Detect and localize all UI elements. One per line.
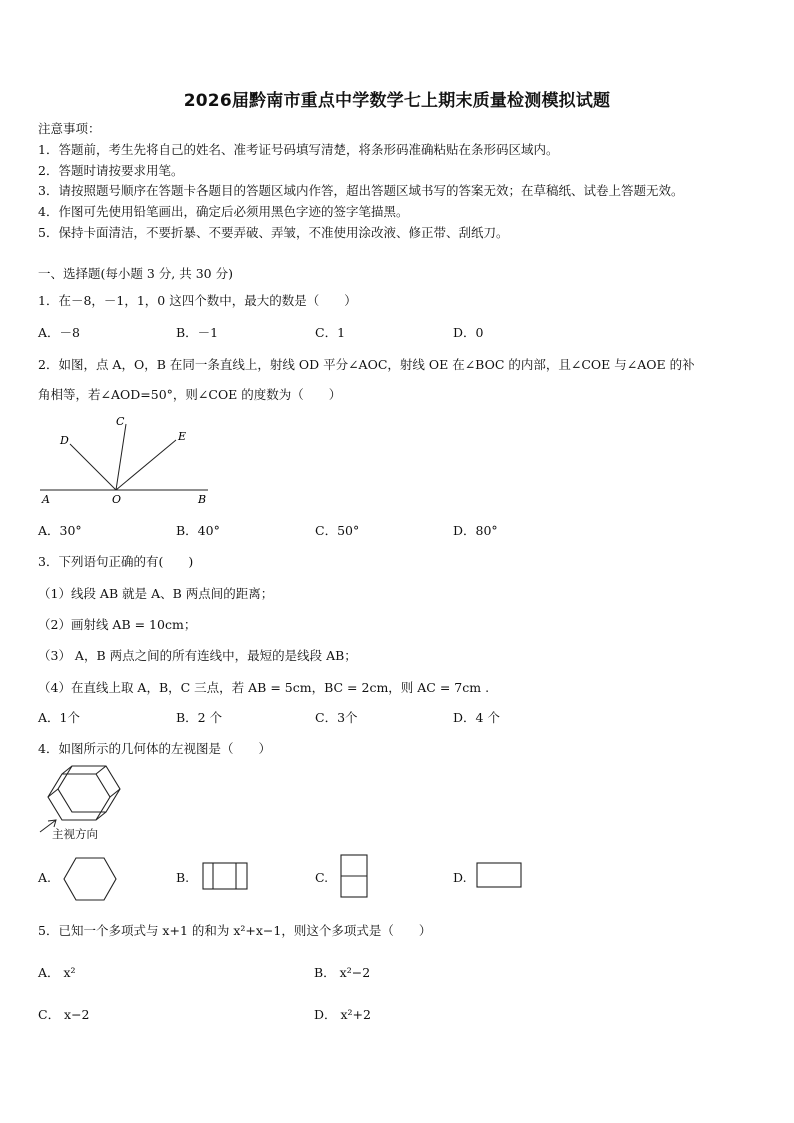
q2-option-a: A．30°: [38, 523, 82, 538]
q3-item: （3） A，B 两点之间的所有连线中，最短的是线段 AB；: [38, 648, 357, 663]
label-e: E: [178, 430, 187, 443]
rectangle-shape: [476, 862, 524, 890]
q3-item: （4）在直线上取 A，B，C 三点，若 AB = 5cm，BC = 2cm，则 AC = 7cm .: [38, 680, 490, 695]
q4-option-b: B.: [176, 870, 190, 885]
q5-option-d: D． x²+2: [314, 1007, 371, 1022]
label-c: C: [116, 415, 125, 428]
two-row-rectangle-shape: [340, 854, 370, 900]
q4-option-a: A.: [38, 870, 52, 885]
q3-item: （2）画射线 AB = 10cm；: [38, 617, 197, 632]
question-4-stem: 4．如图所示的几何体的左视图是（ ）: [38, 741, 271, 756]
q1-option-c: C．1: [315, 325, 346, 340]
q2-option-b: B．40°: [176, 523, 220, 538]
q2-option-d: D．80°: [453, 523, 498, 538]
question-2-stem-line2: 角相等，若∠AOD=50°，则∠COE 的度数为（ ）: [38, 387, 342, 402]
three-column-rectangle-shape: [202, 862, 250, 892]
page-title: 2026届黔南市重点中学数学七上期末质量检测模拟试题: [183, 91, 611, 111]
question-2-stem-line1: 2．如图，点 A，O，B 在同一条直线上，射线 OD 平分∠AOC，射线 OE 在∠BOC 的内部，且∠COE 与∠AOE 的补: [38, 357, 695, 372]
note-item: 2．答题时请按要求用笔。: [38, 163, 184, 178]
question-5-stem: 5．已知一个多项式与 x+1 的和为 x²+x−1，则这个多项式是（ ）: [38, 923, 432, 938]
q5-option-b: B． x²−2: [314, 965, 371, 980]
q5-option-a: A． x²: [38, 965, 76, 980]
angle-figure: [36, 412, 216, 508]
q3-item: （1）线段 AB 就是 A、B 两点间的距离；: [38, 586, 274, 601]
section-heading: 一、选择题(每小题 3 分, 共 30 分): [38, 266, 233, 281]
q1-option-d: D．0: [453, 325, 484, 340]
label-a: A: [42, 493, 50, 506]
q3-option-a: A．1个: [38, 710, 80, 725]
note-item: 3．请按照题号顺序在答题卡各题目的答题区域内作答，超出答题区域书写的答案无效；在草稿纸、试卷上答题无效。: [38, 183, 684, 198]
question-3-stem: 3．下列语句正确的有( ): [38, 554, 194, 569]
q3-option-d: D．4 个: [453, 710, 500, 725]
note-item: 1．答题前，考生先将自己的姓名、准考证号码填写清楚，将条形码准确粘贴在条形码区域内。: [38, 142, 559, 157]
note-item: 5．保持卡面清洁，不要折暴、不要弄破、弄皱，不准使用涂改液、修正带、刮纸刀。: [38, 225, 509, 240]
label-d: D: [60, 434, 69, 447]
notes-heading: 注意事项：: [38, 121, 101, 136]
figure-caption: 主视方向: [52, 827, 98, 841]
q4-option-c: C.: [315, 870, 329, 885]
hexagon-shape: [62, 856, 118, 902]
q1-option-a: A．－8: [38, 325, 80, 340]
note-item: 4．作图可先使用铅笔画出，确定后必须用黑色字迹的签字笔描黑。: [38, 204, 409, 219]
q2-option-c: C．50°: [315, 523, 360, 538]
q1-option-b: B．－1: [176, 325, 219, 340]
q3-option-c: C．3个: [315, 710, 358, 725]
q3-option-b: B．2 个: [176, 710, 223, 725]
label-b: B: [198, 493, 207, 506]
question-1-stem: 1．在－8，－1，1，0 这四个数中，最大的数是（ ）: [38, 293, 357, 308]
q4-option-d: D.: [453, 870, 467, 885]
q5-option-c: C． x−2: [38, 1007, 90, 1022]
label-o: O: [112, 493, 122, 506]
